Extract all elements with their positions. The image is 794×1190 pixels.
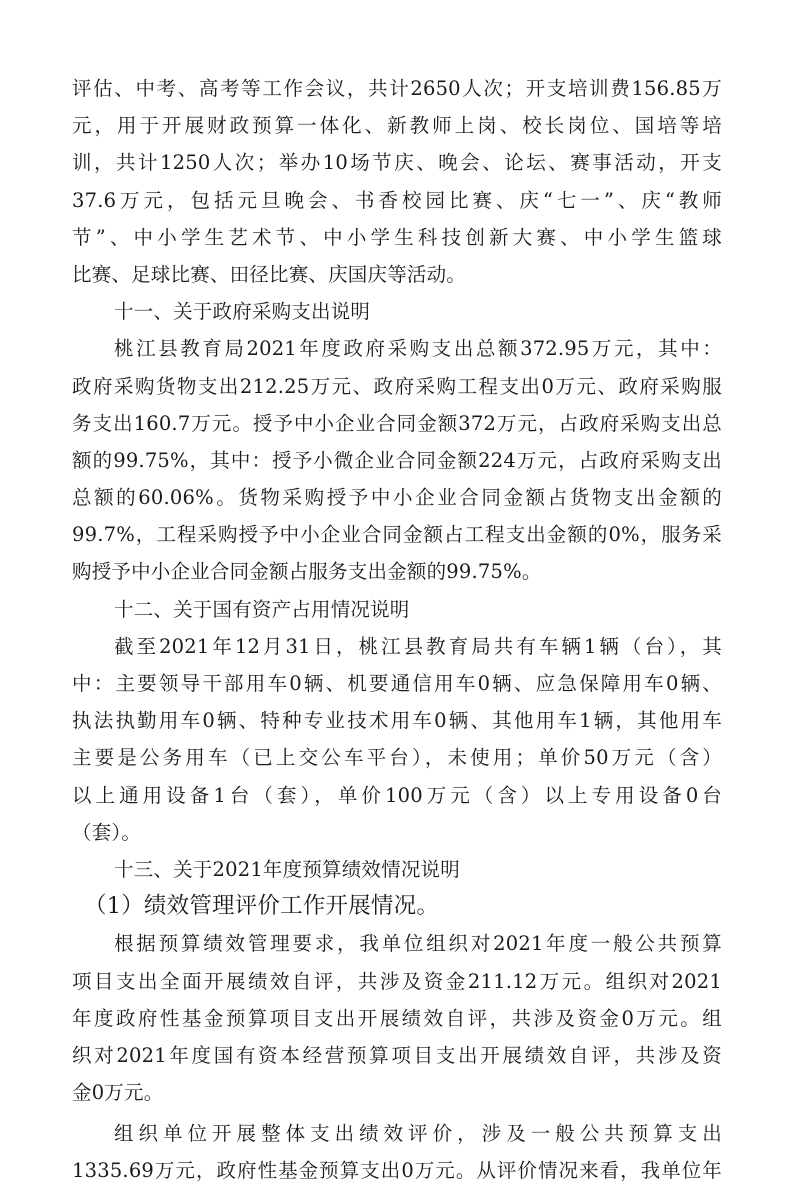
text-line: 1335.69万元，政府性基金预算支出0万元。从评价情况来看，我单位年 bbox=[72, 1159, 722, 1183]
document-page bbox=[72, 70, 722, 1190]
text-line: 截至2021年12月31日，桃江县教育局共有车辆1辆（台），其 bbox=[114, 634, 722, 658]
text-line: 桃江县教育局2021年度政府采购支出总额372.95万元，其中： bbox=[114, 337, 722, 361]
paragraph-training-and-events bbox=[72, 70, 722, 293]
text-line: 评估、中考、高考等工作会议，共计2650人次；开支培训费156.85万 bbox=[72, 77, 722, 100]
text-line: 购授予中小企业合同金额占服务支出金额的99.75%。 bbox=[72, 560, 542, 584]
text-line: 织对2021年度国有资本经营预算项目支出开展绩效自评，共涉及资 bbox=[72, 1043, 722, 1067]
text-line: 根据预算绩效管理要求，我单位组织对2021年度一般公共预算 bbox=[114, 932, 722, 956]
text-line: 训，共计1250人次；举办10场节庆、晚会、论坛、赛事活动，开支 bbox=[72, 151, 722, 175]
text-line: 99.7%，工程采购授予中小企业合同金额占工程支出金额的0%，服务采 bbox=[72, 523, 722, 547]
text-line: 总额的60.06%。货物采购授予中小企业合同金额占货物支出金额的 bbox=[72, 486, 722, 510]
text-line: 节”、中小学生艺术节、中小学生科技创新大赛、中小学生篮球 bbox=[72, 225, 722, 249]
text-line: 年度政府性基金预算项目支出开展绩效自评，共涉及资金0万元。组 bbox=[72, 1006, 722, 1030]
subheading-performance-management: （1）绩效管理评价工作开展情况。 bbox=[84, 893, 440, 920]
text-line: 额的99.75%，其中：授予小微企业合同金额224万元，占政府采购支出 bbox=[72, 448, 722, 472]
text-line: 主要是公务用车（已上交公车平台），未使用；单价50万元（含） bbox=[72, 746, 722, 770]
paragraph-performance-self-evaluation bbox=[72, 925, 722, 1111]
text-line: 以上通用设备1台（套），单价100万元（含）以上专用设备0台 bbox=[72, 783, 722, 807]
text-line: 组织单位开展整体支出绩效评价，涉及一般公共预算支出 bbox=[114, 1122, 722, 1146]
text-line: 比赛、足球比赛、田径比赛、庆国庆等活动。 bbox=[72, 262, 467, 286]
text-line: 37.6万元，包括元旦晚会、书香校园比赛、庆“七一”、庆“教师 bbox=[72, 188, 722, 212]
paragraph-overall-evaluation bbox=[72, 1115, 722, 1189]
text-line: （套）。 bbox=[72, 820, 142, 844]
paragraph-procurement bbox=[72, 330, 722, 590]
text-line: 金0万元。 bbox=[72, 1081, 164, 1105]
text-line: 中：主要领导干部用车0辆、机要通信用车0辆、应急保障用车0辆、 bbox=[72, 672, 722, 695]
text-line: 项目支出全面开展绩效自评，共涉及资金211.12万元。组织对2021 bbox=[72, 969, 722, 993]
text-line: 执法执勤用车0辆、特种专业技术用车0辆、其他用车1辆，其他用车 bbox=[72, 709, 722, 733]
text-line: 务支出160.7万元。授予中小企业合同金额372万元，占政府采购支出总 bbox=[72, 411, 722, 435]
section-heading-performance: 十三、关于2021年度预算绩效情况说明 bbox=[114, 857, 460, 881]
paragraph-state-assets bbox=[72, 628, 722, 851]
section-heading-procurement: 十一、关于政府采购支出说明 bbox=[114, 300, 371, 324]
section-heading-state-assets: 十二、关于国有资产占用情况说明 bbox=[114, 597, 410, 621]
text-line: 元，用于开展财政预算一体化、新教师上岗、校长岗位、国培等培 bbox=[72, 114, 722, 138]
text-line: 政府采购货物支出212.25万元、政府采购工程支出0万元、政府采购服 bbox=[72, 374, 722, 398]
